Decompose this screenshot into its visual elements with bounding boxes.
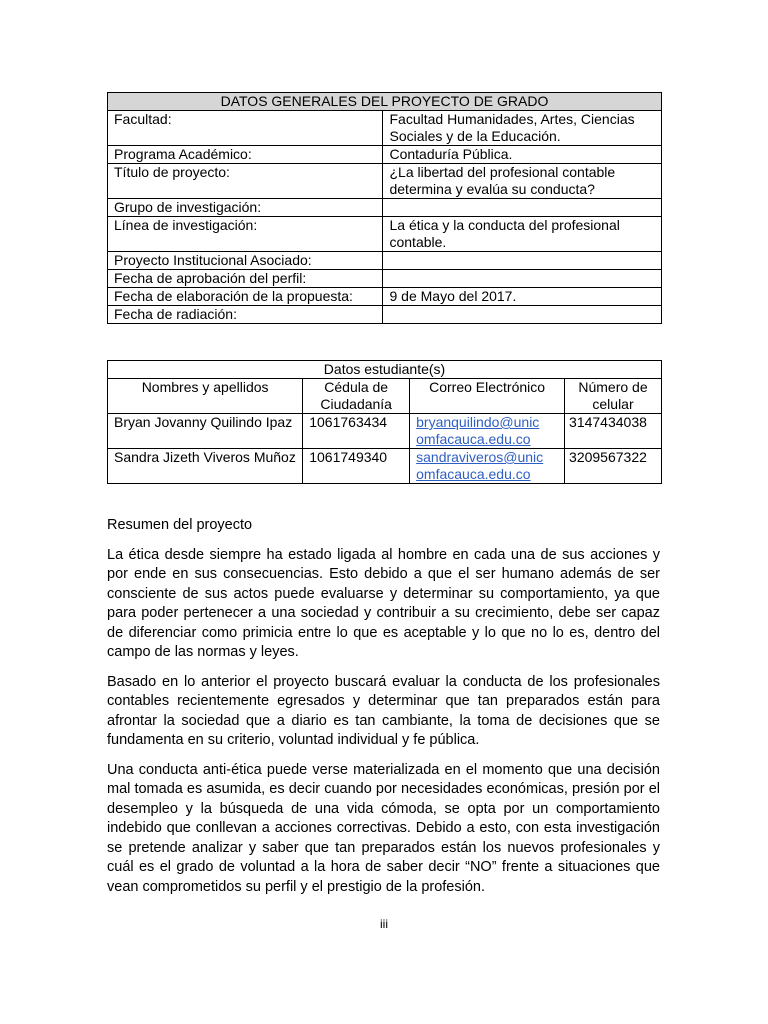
table-row bbox=[108, 252, 662, 270]
project-summary bbox=[107, 516, 660, 907]
summary-paragraph: La ética desde siempre ha estado ligada al hombre en cada una de sus acciones y por ende en sus consecuencias. Esto debido a que el ser humano además de ser consciente de sus actos puede evaluarse y determinar su comportamiento, ya que para poder pertenecer a una sociedad y contribuir a su crecimiento, debe ser capaz de diferenciar como primicia entre lo que es aceptable y lo que no lo es, dentro del campo de las normas y leyes. bbox=[107, 546, 660, 660]
summary-paragraph: Una conducta anti-ética puede verse materializada en el momento que una decisión mal tomada es asumida, es decir cuando por necesidades económicas, presión por el desempleo y la búsqueda de una vida cómoda, se opta por un comportamiento indebido que conllevan a acciones correctivas. Debido a esto, con esta investigación se pretende analizar y saber que tan preparados están los nuevos profesionales y cuál es el grado de voluntad a la hora de saber decir “NO” frente a situaciones que vean comprometidos su perfil y el prestigio de la profesión. bbox=[107, 761, 660, 895]
row-label-filing-date: Fecha de radiación: bbox=[108, 306, 383, 324]
row-value-approval-date bbox=[383, 270, 662, 288]
table-row bbox=[108, 449, 662, 484]
students-table-title: Datos estudiante(s) bbox=[108, 361, 662, 379]
header-email: Correo Electrónico bbox=[410, 379, 565, 414]
students-header-row bbox=[108, 379, 662, 414]
row-label-faculty: Facultad: bbox=[108, 111, 383, 146]
email-part-1: bryanquilindo@unic bbox=[416, 414, 540, 430]
row-value-project-title: ¿La libertad del profesional contable determina y evalúa su conducta? bbox=[383, 164, 662, 199]
email-part-1: sandraviveros@unic bbox=[416, 449, 544, 465]
row-value-filing-date bbox=[383, 306, 662, 324]
row-value-proposal-date: 9 de Mayo del 2017. bbox=[383, 288, 662, 306]
row-label-research-group: Grupo de investigación: bbox=[108, 199, 383, 217]
student-id: 1061749340 bbox=[303, 449, 410, 484]
table-row bbox=[108, 146, 662, 164]
header-id-number: Cédula de Ciudadanía bbox=[303, 379, 410, 414]
student-email-link[interactable] bbox=[416, 414, 539, 447]
table-row bbox=[108, 111, 662, 146]
row-label-program: Programa Académico: bbox=[108, 146, 383, 164]
header-names: Nombres y apellidos bbox=[108, 379, 303, 414]
table-row bbox=[108, 217, 662, 252]
row-value-program: Contaduría Pública. bbox=[383, 146, 662, 164]
student-phone: 3147434038 bbox=[565, 414, 662, 449]
student-email-link[interactable] bbox=[416, 449, 543, 482]
summary-paragraph: Basado en lo anterior el proyecto buscará evaluar la conducta de los profesionales contables recientemente egresados y determinar que tan preparados están para afrontar la sociedad que a diario es tan cambiante, la toma de decisiones que se fundamenta en su criterio, voluntad individual y fe pública. bbox=[107, 673, 660, 748]
row-value-institutional-project bbox=[383, 252, 662, 270]
student-phone: 3209567322 bbox=[565, 449, 662, 484]
table-row bbox=[108, 414, 662, 449]
table-row bbox=[108, 288, 662, 306]
table-row bbox=[108, 199, 662, 217]
table-row bbox=[108, 306, 662, 324]
student-email-cell bbox=[410, 414, 565, 449]
header-phone: Número de celular bbox=[565, 379, 662, 414]
general-table-title: DATOS GENERALES DEL PROYECTO DE GRADO bbox=[108, 93, 662, 111]
email-part-2: omfacauca.edu.co bbox=[416, 431, 531, 447]
email-part-2: omfacauca.edu.co bbox=[416, 466, 531, 482]
general-data-table bbox=[107, 92, 662, 324]
summary-heading: Resumen del proyecto bbox=[107, 517, 253, 533]
row-label-proposal-date: Fecha de elaboración de la propuesta: bbox=[108, 288, 383, 306]
row-label-research-line: Línea de investigación: bbox=[108, 217, 383, 252]
row-value-research-line: La ética y la conducta del profesional contable. bbox=[383, 217, 662, 252]
student-name: Bryan Jovanny Quilindo Ipaz bbox=[108, 414, 303, 449]
students-table bbox=[107, 360, 662, 484]
page-number: iii bbox=[380, 917, 388, 931]
student-id: 1061763434 bbox=[303, 414, 410, 449]
row-value-faculty: Facultad Humanidades, Artes, Ciencias Sociales y de la Educación. bbox=[383, 111, 662, 146]
student-email-cell bbox=[410, 449, 565, 484]
student-name: Sandra Jizeth Viveros Muñoz bbox=[108, 449, 303, 484]
row-value-research-group bbox=[383, 199, 662, 217]
row-label-project-title: Título de proyecto: bbox=[108, 164, 383, 199]
row-label-institutional-project: Proyecto Institucional Asociado: bbox=[108, 252, 383, 270]
table-row bbox=[108, 270, 662, 288]
table-row bbox=[108, 164, 662, 199]
row-label-approval-date: Fecha de aprobación del perfil: bbox=[108, 270, 383, 288]
